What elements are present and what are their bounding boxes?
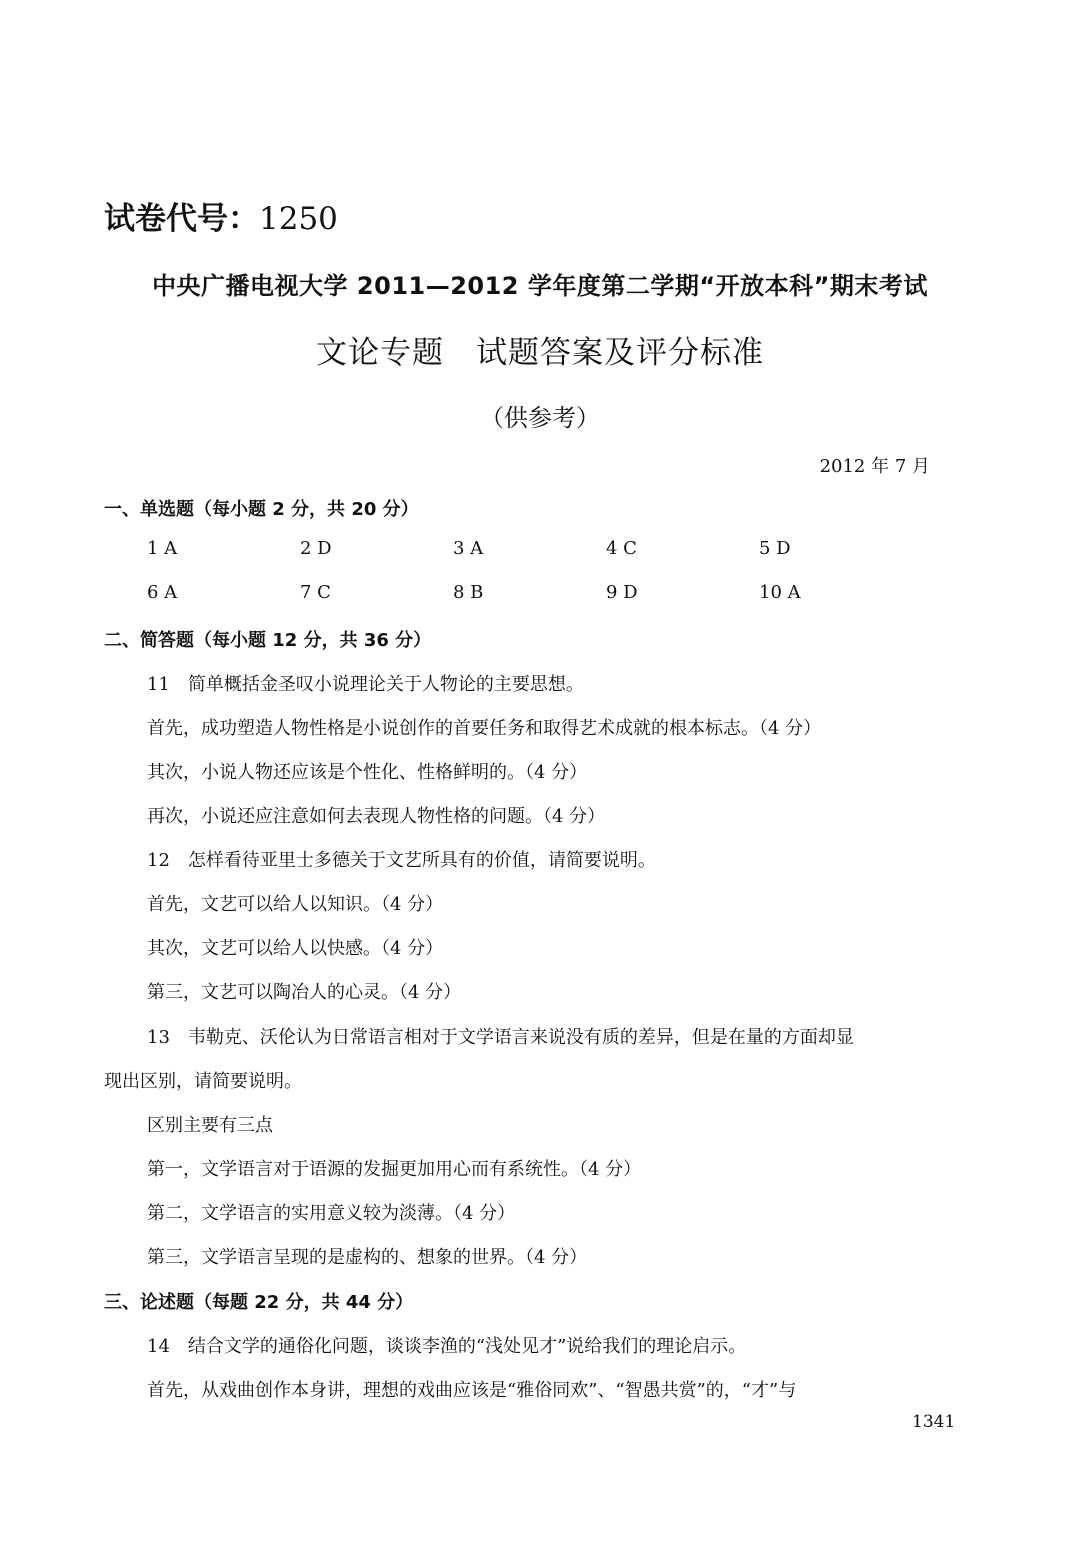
answer-item: 5 D — [759, 538, 791, 559]
section2-heading: 二、简答题（每小题 12 分，共 36 分） — [104, 630, 432, 651]
answer-line: 第二，文学语言的实用意义较为淡薄。（4 分） — [147, 1203, 516, 1224]
answer-item: 3 A — [453, 538, 484, 559]
answer-item: 9 D — [606, 582, 638, 603]
question-12: 12 怎样看待亚里士多德关于文艺所具有的价值，请简要说明。 — [147, 850, 656, 871]
answer-item: 6 A — [147, 582, 178, 603]
answer-line: 第三，文学语言呈现的是虚构的、想象的世界。（4 分） — [147, 1247, 588, 1268]
question-13-continued: 现出区别，请简要说明。 — [104, 1071, 302, 1092]
answer-item: 7 C — [300, 582, 331, 603]
section3-heading: 三、论述题（每题 22 分，共 44 分） — [104, 1292, 414, 1313]
answer-line: 第三，文艺可以陶冶人的心灵。（4 分） — [147, 982, 462, 1003]
answer-item: 1 A — [147, 538, 178, 559]
answer-item: 4 C — [606, 538, 637, 559]
answer-item: 8 B — [453, 582, 484, 603]
answer-line: 其次，小说人物还应该是个性化、性格鲜明的。（4 分） — [147, 762, 588, 783]
paper-code — [104, 193, 338, 238]
paper-code-label: 试卷代号： — [104, 201, 259, 237]
page-title: 文论专题 试题答案及评分标准 — [316, 335, 764, 371]
paper-code-number: 1250 — [259, 201, 338, 237]
answer-line: 再次，小说还应注意如何去表现人物性格的问题。（4 分） — [147, 806, 606, 827]
exam-header: 中央广播电视大学 2011—2012 学年度第二学期“开放本科”期末考试 — [152, 272, 928, 300]
answer-line: 第一，文学语言对于语源的发掘更加用心而有系统性。（4 分） — [147, 1159, 642, 1180]
question-11: 11 简单概括金圣叹小说理论关于人物论的主要思想。 — [147, 674, 584, 695]
answer-intro: 区别主要有三点 — [147, 1115, 273, 1136]
question-14: 14 结合文学的通俗化问题，谈谈李渔的“浅处见才”说给我们的理论启示。 — [147, 1336, 747, 1357]
answer-line: 其次，文艺可以给人以快感。（4 分） — [147, 938, 444, 959]
section1-heading: 一、单选题（每小题 2 分，共 20 分） — [104, 499, 419, 520]
answer-line: 首先，成功塑造人物性格是小说创作的首要任务和取得艺术成就的根本标志。（4 分） — [147, 718, 822, 739]
answer-item: 2 D — [300, 538, 332, 559]
answer-line: 首先，文艺可以给人以知识。（4 分） — [147, 894, 444, 915]
answer-line: 首先，从戏曲创作本身讲，理想的戏曲应该是“雅俗同欢”、“智愚共赏”的，“才”与 — [147, 1380, 797, 1401]
page-number: 1341 — [912, 1412, 956, 1432]
exam-date: 2012 年 7 月 — [819, 456, 930, 477]
page-subtitle: （供参考） — [480, 404, 600, 432]
answer-item: 10 A — [759, 582, 801, 603]
question-13: 13 韦勒克、沃伦认为日常语言相对于文学语言来说没有质的差异，但是在量的方面却显 — [147, 1027, 854, 1048]
